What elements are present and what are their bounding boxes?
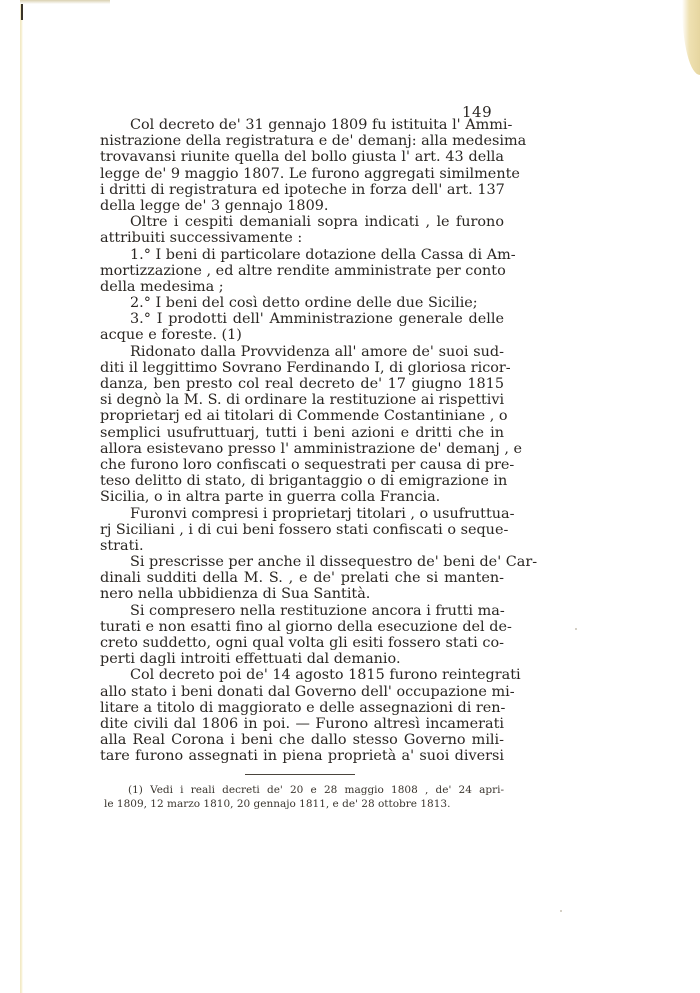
text-line: 1.° I beni di particolare dotazione della Cassa di Am- xyxy=(130,246,516,263)
text-line: 3.° I prodotti dell' Amministrazione generale delle xyxy=(130,311,504,328)
footnote-line: le 1809, 12 marzo 1810, 20 gennajo 1811, e de' 28 ottobre 1813. xyxy=(104,798,451,810)
text-line: Sicilia, o in altra parte in guerra colla Francia. xyxy=(100,489,441,506)
text-line: creto suddetto, ogni qual volta gli esiti fossero stati co- xyxy=(100,635,504,651)
text-line: legge de' 9 maggio 1807. Le furono aggregati similmente xyxy=(100,165,520,182)
text-line: Col decreto de' 31 gennajo 1809 fu istituita l' Ammi- xyxy=(130,117,513,133)
list-item xyxy=(100,295,504,311)
text-line: Si prescrisse per anche il dissequestro de' beni de' Car- xyxy=(130,554,538,571)
paragraph xyxy=(100,214,504,246)
text-line: acque e foreste. (1) xyxy=(100,327,242,344)
text-line: della legge de' 3 gennajo 1809. xyxy=(100,197,329,214)
text-line: litare a titolo di maggiorato e delle assegnazioni di ren- xyxy=(100,699,506,716)
page-corner-curl xyxy=(682,0,700,75)
text-line: Col decreto poi de' 14 agosto 1815 furono reintegrati xyxy=(130,667,521,684)
text-line: mortizzazione , ed altre rendite amministrate per conto xyxy=(100,262,506,279)
text-line: i dritti di registratura ed ipoteche in forza dell' art. 137 xyxy=(100,181,505,198)
paragraph xyxy=(100,554,538,603)
page-binding-edge xyxy=(20,0,23,993)
text-line: dinali sudditi della M. S. , e de' prelati che si manten- xyxy=(100,570,504,587)
text-line: teso delitto di stato, di brigantaggio o di emigrazione in xyxy=(100,473,508,490)
footnote-line: (1) Vedi i reali decreti de' 20 e 28 maggio 1808 , de' 24 apri- xyxy=(128,784,504,796)
text-line: diti il leggittimo Sovrano Ferdinando I, di gloriosa ricor- xyxy=(100,359,511,376)
text-line: proprietarj ed ai titolari di Commende Costantiniane , o xyxy=(100,408,508,425)
text-line: semplici usufruttuarj, tutti i beni azioni e dritti che in xyxy=(100,424,504,441)
text-line: alla Real Corona i beni che dallo stesso Governo mili- xyxy=(100,732,504,749)
text-line: allora esistevano presso l' amministrazione de' demanj , e xyxy=(100,440,522,457)
text-line: della medesima ; xyxy=(100,278,224,295)
footnote-separator xyxy=(245,774,355,775)
paragraph xyxy=(100,117,527,214)
list-item xyxy=(100,311,504,343)
text-line: Oltre i cespiti demaniali sopra indicati , le furono xyxy=(130,214,504,231)
text-line: che furono loro confiscati o sequestrati per causa di pre- xyxy=(100,456,515,473)
text-line: dite civili dal 1806 in poi. — Furono altresì incamerati xyxy=(100,715,504,732)
footnote xyxy=(104,783,504,811)
text-line: tare furono assegnati in piena proprietà a' suoi diversi xyxy=(100,748,504,765)
text-line: trovavansi riunite quella del bollo giusta l' art. 43 della xyxy=(100,149,504,166)
paragraph xyxy=(100,505,515,555)
text-line: danza, ben presto col real decreto de' 17 giugno 1815 xyxy=(100,376,504,392)
paragraph xyxy=(100,602,512,668)
text-line: Si compresero nella restituzione ancora i frutti ma- xyxy=(130,602,505,619)
paragraph xyxy=(100,343,522,506)
page-number: 149 xyxy=(462,103,493,121)
text-line: nistrazione della registratura e de' demanj: alla medesima xyxy=(100,133,527,150)
list-item xyxy=(100,246,516,296)
paper-speck xyxy=(560,910,562,912)
paragraph xyxy=(100,667,521,765)
text-line: rj Siciliani , i di cui beni fossero stati confiscati o seque- xyxy=(100,521,509,538)
text-line: Furonvi compresi i proprietarj titolari , o usufruttua- xyxy=(130,505,515,522)
text-line: attribuiti successivamente : xyxy=(100,230,303,247)
text-line: strati. xyxy=(100,537,144,554)
text-line: perti dagli introiti effettuati dal demanio. xyxy=(100,651,401,668)
paper-speck xyxy=(575,628,577,630)
text-line: nero nella ubbidienza di Sua Santità. xyxy=(100,586,371,603)
text-line: Ridonato dalla Provvidenza all' amore de' suoi sud- xyxy=(130,343,504,360)
page-top-shadow xyxy=(20,0,110,4)
text-line: si degnò la M. S. di ordinare la restituzione ai rispettivi xyxy=(100,392,505,409)
text-line: allo stato i beni donati dal Governo dell' occupazione mi- xyxy=(100,683,515,700)
text-line: 2.° I beni del così detto ordine delle due Sicilie; xyxy=(130,295,478,312)
body-text xyxy=(100,117,538,765)
text-line: turati e non esatti fino al giorno della esecuzione del de- xyxy=(100,618,512,635)
